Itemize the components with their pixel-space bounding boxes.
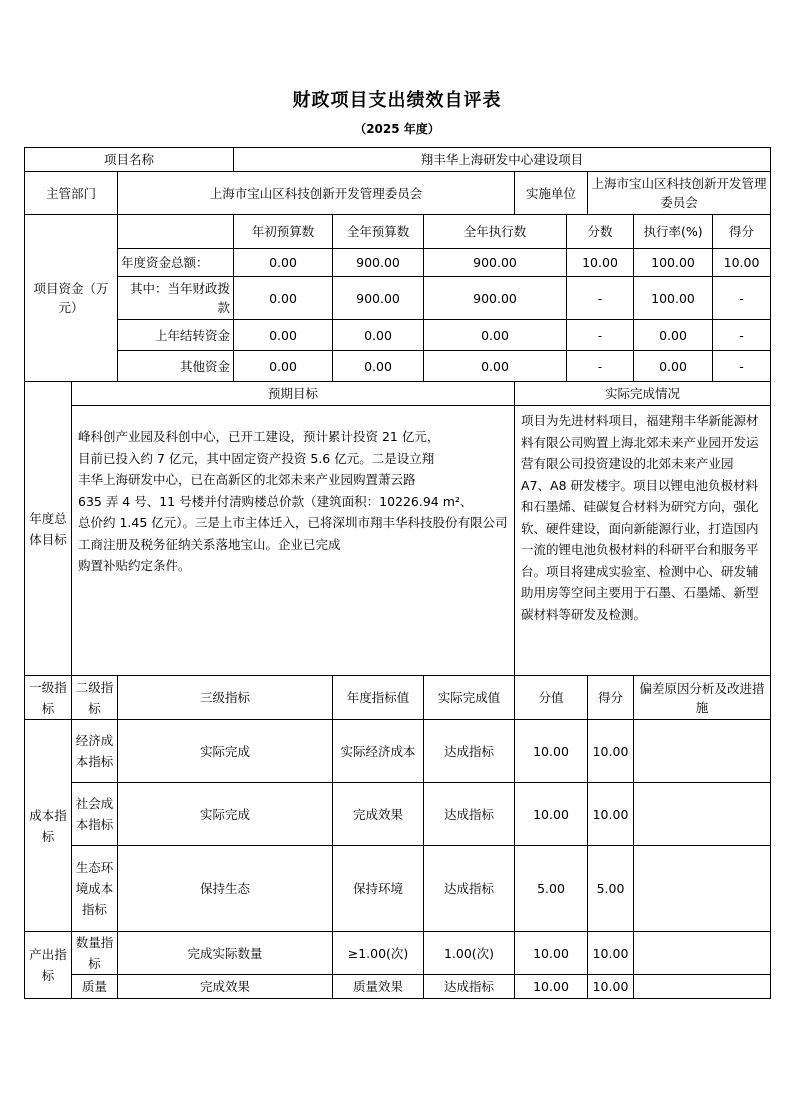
ind-header-level3: 三级指标 xyxy=(118,676,333,720)
ind-group-cost: 成本指标 xyxy=(25,720,72,932)
funds-cell: 900.00 xyxy=(424,249,567,277)
funds-cell: 900.00 xyxy=(424,277,567,320)
funds-cell: 0.00 xyxy=(333,320,424,351)
project-name-value: 翔丰华上海研发中心建设项目 xyxy=(234,148,771,172)
ind-actual: 达成指标 xyxy=(424,720,515,783)
ind-deviation xyxy=(634,846,771,932)
ind-header-actual: 实际完成值 xyxy=(424,676,515,720)
funds-row-name: 年度资金总额： xyxy=(118,249,234,277)
impl-unit-value: 上海市宝山区科技创新开发管理委员会 xyxy=(588,172,771,215)
indicator-row xyxy=(25,975,771,999)
ind-target: 完成效果 xyxy=(333,783,424,846)
funds-header-points: 分数 xyxy=(567,215,634,249)
goals-label: 年度总体目标 xyxy=(25,382,72,676)
funds-cell: - xyxy=(713,320,771,351)
funds-header-score: 得分 xyxy=(713,215,771,249)
ind-score: 10.00 xyxy=(588,783,634,846)
impl-unit-label: 实施单位 xyxy=(515,172,588,215)
funds-row xyxy=(25,277,771,320)
ind-level2: 生态环境成本指标 xyxy=(72,846,118,932)
funds-header-annual-budget: 全年预算数 xyxy=(333,215,424,249)
funds-label-text: 项目资金（万元） xyxy=(33,281,109,315)
ind-score-value: 10.00 xyxy=(515,975,588,999)
funds-row xyxy=(25,320,771,351)
ind-level3: 完成实际数量 xyxy=(118,932,333,975)
evaluation-table xyxy=(24,147,771,999)
ind-group-output: 产出指标 xyxy=(25,932,72,999)
ind-score-value: 10.00 xyxy=(515,932,588,975)
ind-score: 10.00 xyxy=(588,932,634,975)
ind-actual: 达成指标 xyxy=(424,846,515,932)
funds-cell: 0.00 xyxy=(234,351,333,382)
funds-header-executed: 全年执行数 xyxy=(424,215,567,249)
ind-level3: 实际完成 xyxy=(118,783,333,846)
ind-header-target: 年度指标值 xyxy=(333,676,424,720)
project-name-label: 项目名称 xyxy=(25,148,234,172)
dept-label: 主管部门 xyxy=(25,172,118,215)
funds-cell: - xyxy=(567,277,634,320)
ind-header-level2: 二级指标 xyxy=(72,676,118,720)
goals-expected-line: 峰科创产业园及科创中心，已开工建设，预计累计投资 21 亿元， xyxy=(78,429,440,444)
ind-target: 质量效果 xyxy=(333,975,424,999)
ind-actual: 达成指标 xyxy=(424,975,515,999)
funds-cell: - xyxy=(567,320,634,351)
ind-score: 10.00 xyxy=(588,975,634,999)
ind-level3: 实际完成 xyxy=(118,720,333,783)
goals-expected-text xyxy=(72,406,515,676)
ind-score-value: 5.00 xyxy=(515,846,588,932)
funds-cell: 0.00 xyxy=(234,320,333,351)
funds-cell: - xyxy=(713,277,771,320)
funds-cell: 0.00 xyxy=(333,351,424,382)
indicator-row xyxy=(25,932,771,975)
ind-score: 5.00 xyxy=(588,846,634,932)
goals-actual-text: 项目为先进材料项目，福建翔丰华新能源材料有限公司购置上海北郊未来产业园开发运营有限公司投资建设的北郊未来产业园 A7、A8 研发楼宇。项目以锂电池负极材料和石墨烯、硅碳复合材料为研究方向，强化软、硬件建设，面向新能源行业，打造国内一流的锂电池负极材料的科研平台和服务平台。项目将建成实验室、检测中心、研发辅助用房等空间主要用于石墨、石墨烯、新型碳材料等研发及检测。 xyxy=(515,406,771,676)
ind-deviation xyxy=(634,932,771,975)
ind-deviation xyxy=(634,783,771,846)
goals-expected-header: 预期目标 xyxy=(72,382,515,406)
ind-deviation xyxy=(634,975,771,999)
funds-cell: 10.00 xyxy=(713,249,771,277)
funds-cell: 0.00 xyxy=(634,351,713,382)
ind-target: 保持环境 xyxy=(333,846,424,932)
goals-expected-line: 丰华上海研发中心，已在高新区的北郊未来产业园购置萧云路 xyxy=(78,472,416,487)
funds-cell: 0.00 xyxy=(234,249,333,277)
funds-cell: 0.00 xyxy=(634,320,713,351)
funds-row xyxy=(25,351,771,382)
ind-target: ≥1.00(次) xyxy=(333,932,424,975)
funds-cell: 0.00 xyxy=(234,277,333,320)
ind-level3: 保持生态 xyxy=(118,846,333,932)
funds-cell: 100.00 xyxy=(634,277,713,320)
funds-cell: 0.00 xyxy=(424,351,567,382)
funds-row-name: 其中：当年财政拨款 xyxy=(118,277,234,320)
page-title: 财政项目支出绩效自评表 xyxy=(292,90,502,111)
ind-target: 实际经济成本 xyxy=(333,720,424,783)
funds-cell: 900.00 xyxy=(333,277,424,320)
funds-cell: 900.00 xyxy=(333,249,424,277)
ind-header-deviation: 偏差原因分析及改进措施 xyxy=(634,676,771,720)
funds-header-blank xyxy=(118,215,234,249)
goals-actual-header: 实际完成情况 xyxy=(515,382,771,406)
funds-row-name: 其他资金 xyxy=(118,351,234,382)
indicator-row xyxy=(25,783,771,846)
ind-header-score-value: 分值 xyxy=(515,676,588,720)
ind-actual: 达成指标 xyxy=(424,783,515,846)
funds-cell: - xyxy=(567,351,634,382)
ind-level2: 经济成本指标 xyxy=(72,720,118,783)
funds-cell: 100.00 xyxy=(634,249,713,277)
ind-actual: 1.00(次) xyxy=(424,932,515,975)
ind-score-value: 10.00 xyxy=(515,720,588,783)
ind-level2: 社会成本指标 xyxy=(72,783,118,846)
funds-label xyxy=(25,215,118,382)
funds-row xyxy=(25,249,771,277)
goals-expected-line: 购置补贴约定条件。 xyxy=(78,558,191,573)
funds-header-initial-budget: 年初预算数 xyxy=(234,215,333,249)
ind-header-level1: 一级指标 xyxy=(25,676,72,720)
indicator-row xyxy=(25,846,771,932)
ind-score: 10.00 xyxy=(588,720,634,783)
ind-score-value: 10.00 xyxy=(515,783,588,846)
ind-level3: 完成效果 xyxy=(118,975,333,999)
funds-row-name: 上年结转资金 xyxy=(118,320,234,351)
goals-expected-line: 总价约 1.45 亿元）。三是上市主体迁入，已将深圳市翔丰华科技股份有限公司工商注册及税务征纳关系落地宝山。企业已完成 xyxy=(78,515,508,552)
indicator-row xyxy=(25,720,771,783)
ind-deviation xyxy=(634,720,771,783)
ind-level2: 质量 xyxy=(72,975,118,999)
funds-header-exec-rate: 执行率(%) xyxy=(634,215,713,249)
ind-header-score: 得分 xyxy=(588,676,634,720)
goals-expected-line: 目前已投入约 7 亿元，其中固定资产投资 5.6 亿元。二是设立翔 xyxy=(78,450,435,466)
funds-cell: - xyxy=(713,351,771,382)
funds-cell: 0.00 xyxy=(424,320,567,351)
dept-value: 上海市宝山区科技创新开发管理委员会 xyxy=(118,172,515,215)
ind-level2: 数量指标 xyxy=(72,932,118,975)
funds-cell: 10.00 xyxy=(567,249,634,277)
page-subtitle: （2025 年度） xyxy=(354,122,440,136)
goals-expected-line: 635 弄 4 号、11 号楼并付清购楼总价款（建筑面积：10226.94 m²、 xyxy=(78,493,473,509)
